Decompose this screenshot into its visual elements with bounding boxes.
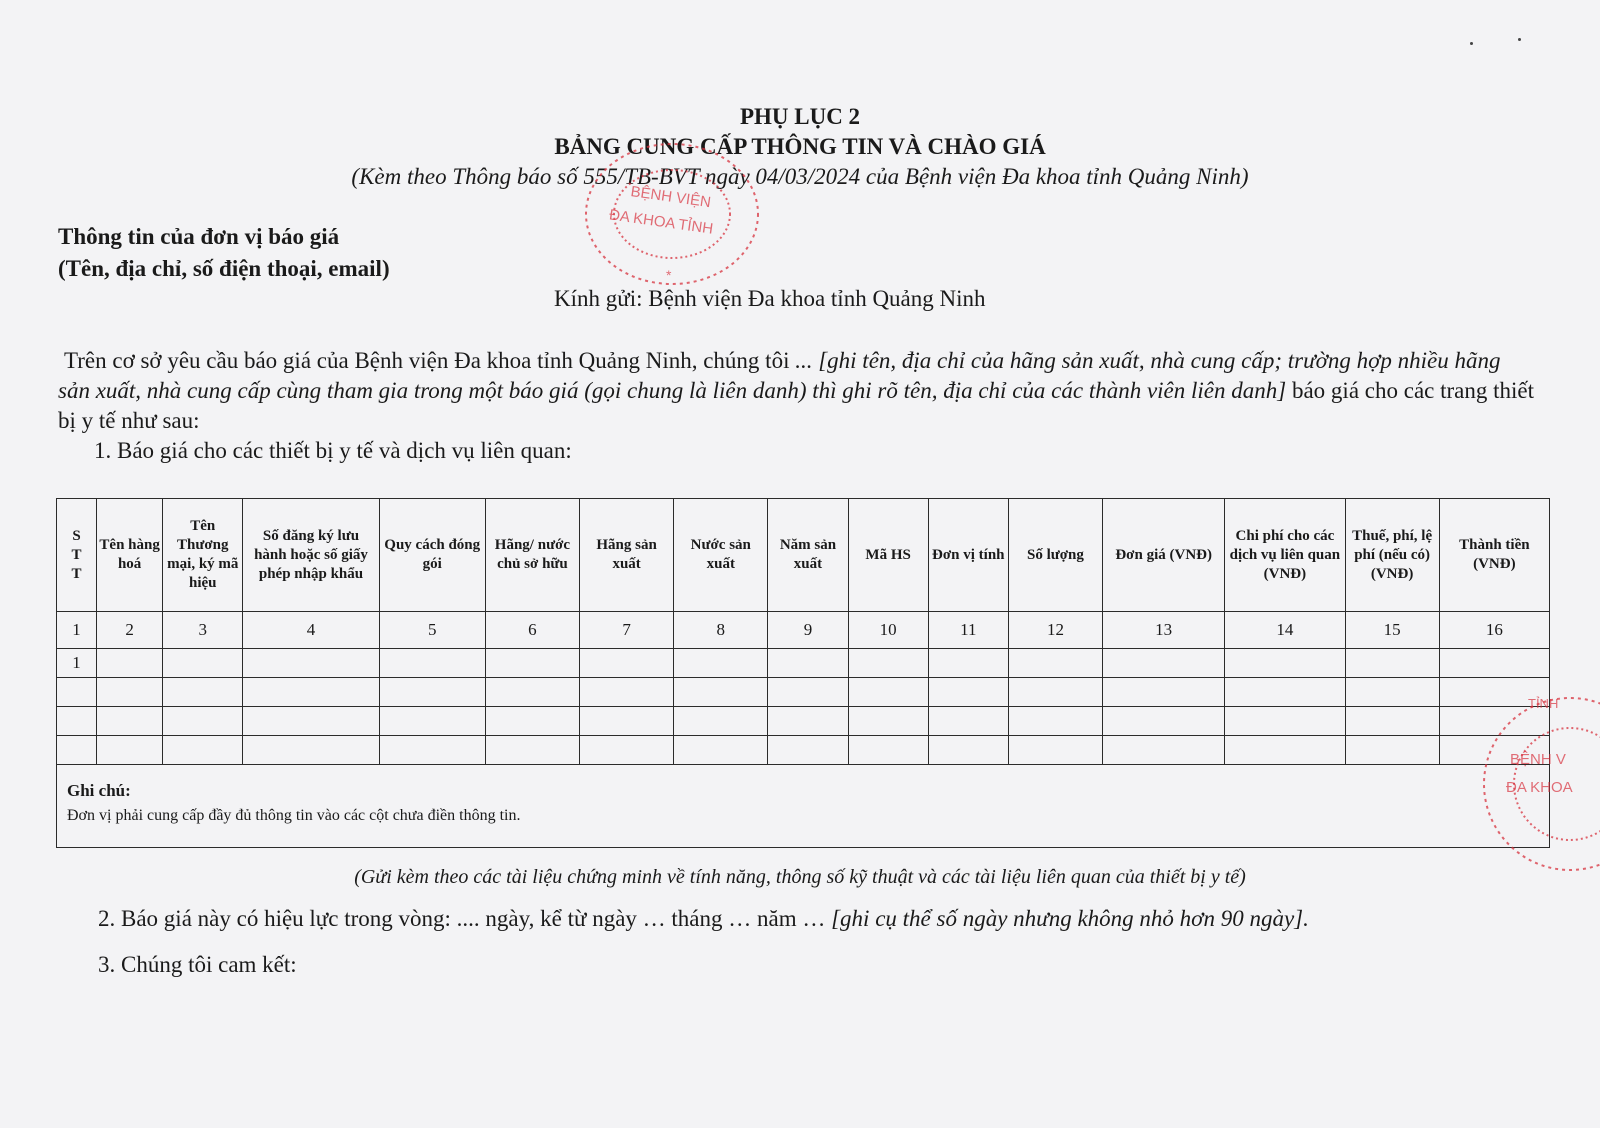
table-cell [485,707,579,736]
table-cell [163,736,243,765]
table-cell [848,707,928,736]
column-header: Nước sản xuất [674,499,768,612]
table-cell [848,678,928,707]
table-cell [163,707,243,736]
table-cell [57,678,97,707]
table-cell [674,649,768,678]
table-cell [674,678,768,707]
table-cell [57,707,97,736]
table-row [57,649,1550,678]
table-cell [580,649,674,678]
column-header: Số đăng ký lưu hành hoặc số giấy phép nhập khẩu [243,499,379,612]
table-cell [1345,649,1439,678]
intro-instruction: ... [ghi tên, địa chỉ của hãng sản xuất, nhà cung cấp; trường hợp nhiều hãng sản xuất, nhà cung cấp cùng tham gia trong một báo giá (gọi chung là liên danh) thì ghi rõ tên, địa chỉ của các thành viên liên danh] [58,348,1501,403]
table-cell [674,736,768,765]
table-cell [485,649,579,678]
table-cell [1103,736,1225,765]
scan-speck [1470,42,1473,45]
validity-instruction: [ghi cụ thể số ngày nhưng không nhỏ hơn 90 ngày]. [831,906,1309,931]
column-number: 6 [485,612,579,649]
column-header: Đơn giá (VNĐ) [1103,499,1225,612]
document-subtitle: (Kèm theo Thông báo số 555/TB-BVT ngày 04/03/2024 của Bệnh viện Đa khoa tỉnh Quảng Ninh) [351,164,1249,189]
table-cell [97,678,163,707]
table-cell [1439,649,1549,678]
column-header: Thuế, phí, lệ phí (nếu có) (VNĐ) [1345,499,1439,612]
document-title: BẢNG CUNG CẤP THÔNG TIN VÀ CHÀO GIÁ [554,134,1046,159]
column-number: 8 [674,612,768,649]
column-number: 14 [1225,612,1345,649]
table-cell [163,678,243,707]
table-cell [1008,736,1102,765]
table-cell [848,649,928,678]
table-header-row [57,499,1550,612]
table-cell [97,736,163,765]
column-number-row [57,612,1550,649]
section-2-validity [98,906,1309,932]
attachment-note: (Gửi kèm theo các tài liệu chứng minh về tính năng, thông số kỹ thuật và các tài liệu liên quan của thiết bị y tế) [354,866,1246,888]
table-cell [379,736,485,765]
column-header: Quy cách đóng gói [379,499,485,612]
table-cell [1103,649,1225,678]
table-cell [379,678,485,707]
table-cell [768,649,848,678]
table-row [57,707,1550,736]
table-cell [768,707,848,736]
table-cell [928,707,1008,736]
column-number: 16 [1439,612,1549,649]
table-cell [1103,707,1225,736]
table-cell [243,649,379,678]
table-cell [1008,678,1102,707]
table-cell [580,678,674,707]
table-cell [1345,736,1439,765]
table-cell [1008,649,1102,678]
intro-paragraph [58,346,1538,436]
note-title: Ghi chú: [67,781,131,800]
column-header: Năm sản xuất [768,499,848,612]
table-cell [1345,707,1439,736]
recipient-line: Kính gửi: Bệnh viện Đa khoa tỉnh Quảng Ninh [554,286,986,311]
column-header: Mã HS [848,499,928,612]
quotation-table [56,498,1550,848]
stamp-text-top: BỆNH VIỆN [629,183,712,212]
table-cell [768,736,848,765]
table-cell [580,736,674,765]
table-cell [1225,678,1345,707]
table-cell [57,736,97,765]
column-header: Thành tiền (VNĐ) [1439,499,1549,612]
svg-text:*: * [666,267,672,283]
column-number: 2 [97,612,163,649]
column-header: Hãng/ nước chủ sở hữu [485,499,579,612]
table-cell [163,649,243,678]
column-number: 11 [928,612,1008,649]
table-cell [928,649,1008,678]
unit-info-heading: Thông tin của đơn vị báo giá [58,224,340,249]
table-cell [1225,736,1345,765]
table-cell [485,678,579,707]
table-cell [97,649,163,678]
table-cell [1008,707,1102,736]
column-header: Tên hàng hoá [97,499,163,612]
table-cell [928,678,1008,707]
table-cell [485,736,579,765]
table-cell [848,736,928,765]
table-cell [1103,678,1225,707]
hospital-seal-stamp [580,142,770,292]
table-cell [1345,678,1439,707]
table-cell [97,707,163,736]
table-cell [243,678,379,707]
column-header: Chi phí cho các dịch vụ liên quan (VNĐ) [1225,499,1345,612]
appendix-label: PHỤ LỤC 2 [739,104,861,129]
column-number: 5 [379,612,485,649]
table-row [57,736,1550,765]
table-cell: 1 [57,649,97,678]
column-number: 9 [768,612,848,649]
stamp-edge-text-bottom: ĐA KHOA [1506,779,1573,796]
column-header: Số lượng [1008,499,1102,612]
intro-lead: Trên cơ sở yêu cầu báo giá của Bệnh viện Đa khoa tỉnh Quảng Ninh, chúng tôi [64,348,790,373]
stamp-edge-text-mid: BỆNH V [1510,751,1566,768]
note-cell [57,765,1550,848]
hospital-seal-stamp-edge [1470,692,1600,872]
column-number: 3 [163,612,243,649]
unit-info-subheading: (Tên, địa chỉ, số điện thoại, email) [58,256,390,281]
column-number: 10 [848,612,928,649]
stamp-edge-text-top: TỈNH [1528,696,1559,711]
table-cell [1225,649,1345,678]
table-cell [1225,707,1345,736]
column-number: 15 [1345,612,1439,649]
column-header: Đơn vị tính [928,499,1008,612]
stamp-text-mid: ĐA KHOA TỈNH [608,206,715,238]
table-cell [674,707,768,736]
column-number: 7 [580,612,674,649]
scan-speck [1518,38,1521,41]
table-cell [243,707,379,736]
column-number: 1 [57,612,97,649]
column-header: Tên Thương mại, ký mã hiệu [163,499,243,612]
section-1-heading: 1. Báo giá cho các thiết bị y tế và dịch vụ liên quan: [94,438,572,463]
table-cell [379,649,485,678]
table-cell [243,736,379,765]
column-number: 4 [243,612,379,649]
table-cell [379,707,485,736]
column-header: S T T [57,499,97,612]
column-number: 12 [1008,612,1102,649]
section-3-commitment: 3. Chúng tôi cam kết: [98,952,297,977]
note-text: Đơn vị phải cung cấp đầy đủ thông tin vào các cột chưa điền thông tin. [67,807,521,824]
column-header: Hãng sản xuất [580,499,674,612]
table-row [57,678,1550,707]
table-cell [580,707,674,736]
note-row [57,765,1550,848]
validity-text: 2. Báo giá này có hiệu lực trong vòng: .... ngày, kể từ ngày … tháng … năm … [98,906,832,931]
table-cell [768,678,848,707]
column-number: 13 [1103,612,1225,649]
intro-tail: báo giá cho các trang thiết bị y tế như sau: [58,378,1534,433]
table-cell [928,736,1008,765]
